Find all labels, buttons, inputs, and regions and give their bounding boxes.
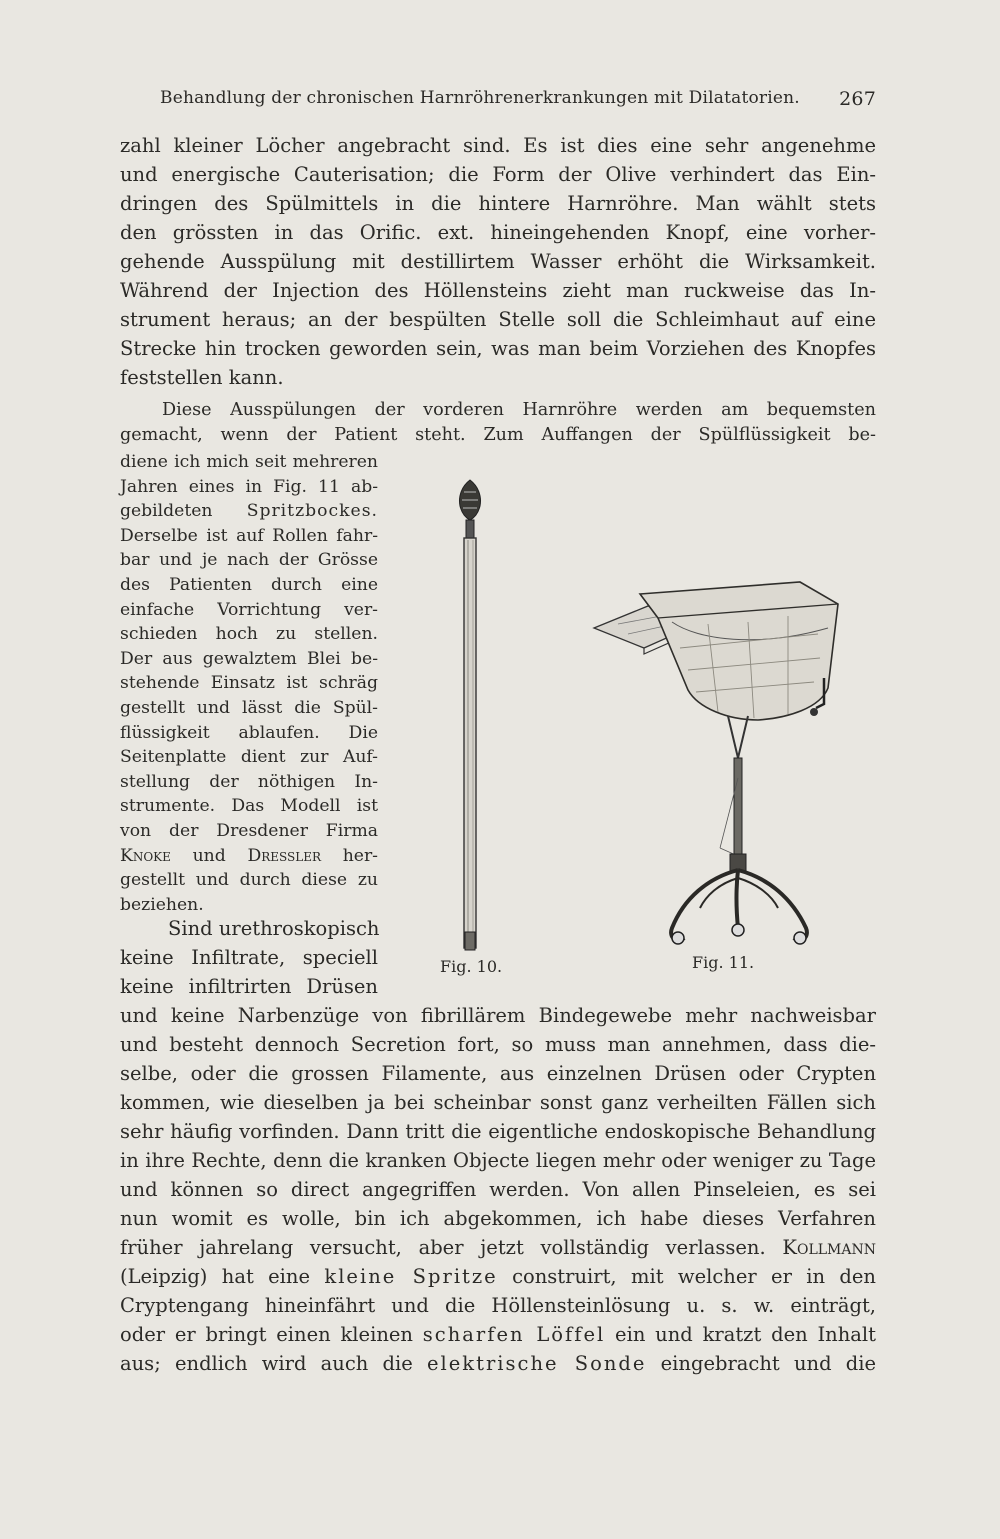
text-line: strumente. Das Modell ist: [120, 796, 378, 817]
text-line: und besteht dennoch Secretion fort, so muss man annehmen, dass die-: [120, 1033, 876, 1056]
text-fragment: ein und kratzt den Inhalt: [605, 1323, 876, 1346]
text-line: nun womit es wolle, bin ich abgekommen, ich habe dieses Verfahren: [120, 1207, 876, 1230]
author-name: Kollmann: [782, 1236, 876, 1259]
text-line: kommen, wie dieselben ja bei scheinbar sonst ganz verheilten Fällen sich: [120, 1091, 876, 1114]
text-fragment: gebildeten: [120, 501, 247, 522]
text-line: stellung der nöthigen In-: [120, 771, 378, 792]
text-line: flüssigkeit ablaufen. Die: [120, 722, 378, 743]
spaced-term: scharfen Löffel: [422, 1323, 606, 1346]
text-fragment: (Leipzig) hat eine: [120, 1265, 325, 1288]
text-line: dringen des Spülmittels in die hintere Harnröhre. Man wählt stets: [120, 192, 876, 215]
spaced-term: Spritzbockes.: [246, 501, 378, 522]
firm-name: Knoke: [120, 845, 171, 866]
text-line: [120, 1349, 876, 1378]
text-line: [120, 1233, 876, 1262]
text-line: keine Infiltrate, speciell: [120, 946, 378, 969]
text-line: in ihre Rechte, denn die kranken Objecte liegen mehr oder weniger zu Tage: [120, 1149, 876, 1172]
text-line: gestellt und lässt die Spül-: [120, 697, 378, 718]
text-fragment: her-: [321, 845, 378, 866]
fig10-rod-illustration: [440, 478, 500, 956]
text-line: [120, 1320, 876, 1349]
text-line: den grössten in das Orific. ext. hineingehenden Knopf, eine vorher-: [120, 221, 876, 244]
paragraph-2-intro: [120, 398, 876, 448]
page-number: 267: [839, 88, 876, 110]
text-fragment: construirt, mit welcher er in den: [497, 1265, 876, 1288]
paragraph-3: [120, 1001, 876, 1378]
text-line: Derselbe ist auf Rollen fahr-: [120, 525, 378, 546]
paragraph-3-column: [120, 914, 378, 1001]
text-line: selbe, oder die grossen Filamente, aus einzelnen Drüsen oder Crypten: [120, 1062, 876, 1085]
text-line: keine infiltrirten Drüsen: [120, 975, 378, 998]
running-title: Behandlung der chronischen Harnröhrenerkrankungen mit Dilatatorien.: [160, 88, 800, 108]
text-line: Diese Ausspülungen der vorderen Harnröhre werden am bequemsten: [162, 400, 876, 420]
text-line: des Patienten durch eine: [120, 574, 378, 595]
text-line: [120, 844, 378, 869]
text-line: Der aus gewalztem Blei be-: [120, 648, 378, 669]
text-line: einfache Vorrichtung ver-: [120, 599, 378, 620]
text-fragment: aus; endlich wird auch die: [120, 1352, 427, 1375]
text-line: gestellt und durch diese zu: [120, 870, 378, 891]
text-line: diene ich mich seit mehreren: [120, 452, 378, 472]
paragraph-2-column: [120, 450, 378, 917]
text-line: strument heraus; an der bespülten Stelle soll die Schleimhaut auf eine: [120, 308, 876, 331]
text-line: Seitenplatte dient zur Auf-: [120, 747, 378, 768]
fig11-spritzbock-illustration: [588, 578, 888, 948]
text-line: sehr häufig vorfinden. Dann tritt die eigentliche endoskopische Behandlung: [120, 1120, 876, 1143]
text-line: und energische Cauterisation; die Form der Olive verhindert das Ein-: [120, 163, 876, 186]
text-line: Während der Injection des Höllensteins zieht man ruckweise das In-: [120, 279, 876, 302]
text-fragment: und: [170, 845, 248, 866]
running-header: [160, 88, 876, 108]
text-line: stehende Einsatz ist schräg: [120, 673, 378, 694]
text-fragment: früher jahrelang versucht, aber jetzt vollständig verlassen.: [120, 1236, 783, 1259]
paragraph-1: [120, 131, 876, 392]
text-line: gemacht, wenn der Patient steht. Zum Auffangen der Spülflüssigkeit be-: [120, 425, 876, 445]
text-fragment: eingebracht und die: [646, 1352, 877, 1375]
text-line: und können so direct angegriffen werden. Von allen Pinseleien, es sei: [120, 1178, 876, 1201]
text-line: Sind urethroskopisch: [168, 917, 380, 940]
text-line: beziehen.: [120, 894, 204, 915]
text-line: [120, 499, 378, 524]
text-line: Jahren eines in Fig. 11 ab-: [120, 476, 378, 497]
spaced-term: elektrische Sonde: [426, 1352, 647, 1375]
text-line: zahl kleiner Löcher angebracht sind. Es ist dies eine sehr angenehme: [120, 134, 876, 157]
text-line: schieden hoch zu stellen.: [120, 624, 378, 645]
firm-name: Dressler: [247, 845, 322, 866]
fig10-caption: Fig. 10.: [440, 957, 503, 976]
fig11-caption: Fig. 11.: [692, 953, 755, 972]
text-line: feststellen kann.: [120, 366, 284, 389]
text-line: Strecke hin trocken geworden sein, was man beim Vorziehen des Knopfes: [120, 337, 876, 360]
text-line: von der Dresdener Firma: [120, 820, 378, 841]
text-line: gehende Ausspülung mit destillirtem Wasser erhöht die Wirksamkeit.: [120, 250, 876, 273]
text-line: bar und je nach der Grösse: [120, 550, 378, 571]
text-line: Cryptengang hineinfährt und die Höllensteinlösung u. s. w. einträgt,: [120, 1294, 876, 1317]
spaced-term: kleine Spritze: [324, 1265, 498, 1288]
text-line: [120, 1262, 876, 1291]
text-fragment: oder er bringt einen kleinen: [120, 1323, 423, 1346]
text-line: und keine Narbenzüge von fibrillärem Bindegewebe mehr nachweisbar: [120, 1004, 876, 1027]
